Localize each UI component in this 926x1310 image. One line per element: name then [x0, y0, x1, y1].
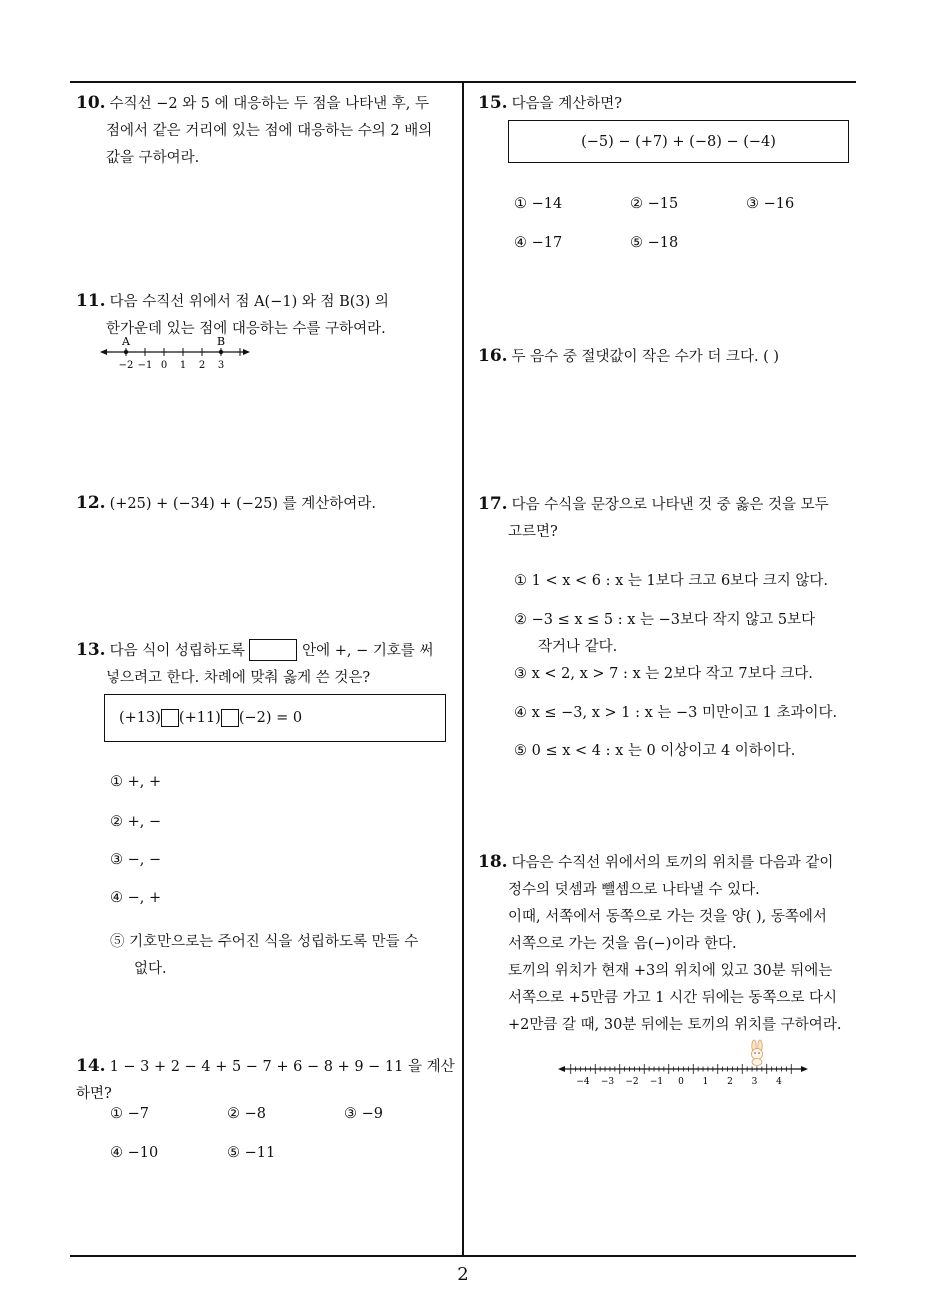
tick-label: 1: [179, 360, 187, 371]
question-text: 다음 수직선 위에서 점 A(−1) 와 점 B(3) 의: [109, 294, 389, 310]
question-number: 16.: [478, 346, 508, 366]
bottom-rule: [70, 1255, 856, 1257]
operator-blank: [161, 709, 179, 727]
question-number: 10.: [76, 93, 106, 113]
question-18: [478, 849, 862, 1039]
question-15: [478, 90, 858, 118]
question-10: [76, 90, 458, 172]
option-2[interactable]: ② −15: [630, 196, 679, 212]
option-3[interactable]: ③ x < 2, x > 7 : x 는 2보다 작고 7보다 크다.: [514, 666, 813, 682]
question-12: [76, 490, 458, 518]
point-b-marker: [219, 350, 223, 354]
option-4[interactable]: ④ −10: [110, 1145, 159, 1161]
expression-box: [104, 694, 446, 742]
question-text: 값을 구하여라.: [106, 150, 200, 166]
tick-label: 1: [702, 1077, 709, 1087]
tick-label: 2: [198, 360, 206, 371]
option-1[interactable]: ① −14: [514, 196, 563, 212]
option-text: ⑤ 기호만으로는 주어진 식을 성립하도록 만들 수: [110, 934, 419, 950]
number-line-q11: [100, 334, 250, 374]
tick-label: 4: [776, 1077, 782, 1087]
question-text: 서쪽으로 가는 것을 음(−)이라 한다.: [508, 936, 737, 952]
number-line-q18: [558, 1038, 808, 1090]
option-5[interactable]: ⑤ 0 ≤ x < 4 : x 는 0 이상이고 4 이하이다.: [514, 743, 796, 759]
option-2[interactable]: [514, 607, 815, 661]
question-number: 14.: [76, 1056, 106, 1076]
option-4[interactable]: ④ x ≤ −3, x > 1 : x 는 −3 미만이고 1 초과이다.: [514, 705, 838, 721]
question-number: 15.: [478, 93, 508, 113]
question-13: [76, 637, 462, 692]
point-a-marker: [124, 350, 128, 354]
tick-label: 0: [678, 1077, 684, 1087]
option-3[interactable]: ③ −, −: [110, 852, 162, 868]
option-3[interactable]: ③ −16: [746, 196, 795, 212]
option-2[interactable]: ② +, −: [110, 814, 162, 830]
question-17: [478, 491, 862, 546]
question-text: 넣으려고 한다. 차례에 맞춰 옳게 쓴 것은?: [106, 670, 371, 686]
question-text: 한가운데 있는 점에 대응하는 수를 구하여라.: [106, 321, 386, 337]
tick-label: −3: [600, 1077, 615, 1087]
option-2[interactable]: ② −8: [227, 1106, 266, 1122]
option-text: 없다.: [134, 961, 167, 977]
option-4[interactable]: ④ −17: [514, 235, 563, 251]
question-number: 12.: [76, 493, 106, 513]
tick-label: 3: [751, 1077, 758, 1087]
option-5[interactable]: ⑤ −11: [227, 1145, 276, 1161]
question-text: 점에서 같은 거리에 있는 점에 대응하는 수의 2 배의: [106, 123, 433, 139]
question-text: 이때, 서쪽에서 동쪽으로 가는 것을 양( ), 동쪽에서: [508, 909, 827, 925]
expression-part: (−2) = 0: [238, 710, 303, 726]
option-5[interactable]: [110, 929, 418, 983]
tick-label: −1: [649, 1077, 664, 1087]
question-text: 고르면?: [508, 524, 558, 540]
expression: (−5) − (+7) + (−8) − (−4): [581, 133, 776, 150]
expression-box: [508, 120, 849, 163]
question-14: [76, 1053, 458, 1108]
expression-part: (+11): [178, 710, 221, 726]
question-text: (+25) + (−34) + (−25) 를 계산하여라.: [109, 496, 376, 512]
question-text: 다음 식이 성립하도록: [109, 643, 245, 659]
tick-label: 2: [727, 1077, 733, 1087]
question-text: 다음을 계산하면?: [511, 96, 623, 112]
page-number: 2: [457, 1264, 469, 1285]
column-divider: [462, 82, 464, 1256]
question-text: 정수의 덧셈과 뺄셈으로 나타낼 수 있다.: [508, 882, 760, 898]
question-text: 1 − 3 + 2 − 4 + 5 − 7 + 6 − 8 + 9 − 11 을 계산하면?: [76, 1059, 455, 1102]
question-number: 11.: [76, 291, 106, 311]
question-text: 수직선 −2 와 5 에 대응하는 두 점을 나타낸 후, 두: [109, 96, 429, 112]
tick-label: −4: [576, 1077, 590, 1087]
answer-blank: [249, 639, 297, 661]
option-5[interactable]: ⑤ −18: [630, 235, 679, 251]
option-4[interactable]: ④ −, +: [110, 890, 162, 906]
operator-blank: [221, 709, 239, 727]
point-a-label: A: [122, 335, 130, 348]
option-3[interactable]: ③ −9: [344, 1106, 383, 1122]
tick-label: 0: [160, 360, 168, 371]
option-text: 작거나 같다.: [538, 639, 618, 655]
question-text: 서쪽으로 +5만큼 가고 1 시간 뒤에는 동쪽으로 다시: [508, 990, 837, 1006]
option-1[interactable]: ① +, +: [110, 774, 162, 790]
tick-label: −2: [625, 1077, 639, 1087]
option-1[interactable]: ① 1 < x < 6 : x 는 1보다 크고 6보다 크지 않다.: [514, 573, 829, 589]
question-number: 17.: [478, 494, 508, 514]
rabbit-icon: [752, 1040, 763, 1066]
tick-label: −2: [118, 360, 134, 371]
expression-part: (+13): [119, 710, 161, 726]
question-number: 18.: [478, 852, 508, 872]
question-text: 다음은 수직선 위에서의 토끼의 위치를 다음과 같이: [511, 855, 834, 871]
option-text: ② −3 ≤ x ≤ 5 : x 는 −3보다 작지 않고 5보다: [514, 612, 816, 628]
question-text: 토끼의 위치가 현재 +3의 위치에 있고 30분 뒤에는: [508, 963, 833, 979]
question-text: +2만큼 갈 때, 30분 뒤에는 토끼의 위치를 구하여라.: [508, 1017, 842, 1033]
tick-label: −1: [137, 360, 153, 371]
tick-label: 3: [217, 360, 225, 371]
option-1[interactable]: ① −7: [110, 1106, 149, 1122]
question-16: [478, 343, 858, 371]
question-text: 안에 +, − 기호를 써: [302, 643, 434, 659]
point-b-label: B: [216, 335, 226, 348]
question-number: 13.: [76, 640, 106, 660]
question-text: 다음 수식을 문장으로 나타낸 것 중 옳은 것을 모두: [511, 497, 829, 513]
question-text: 두 음수 중 절댓값이 작은 수가 더 크다. ( ): [511, 349, 780, 365]
